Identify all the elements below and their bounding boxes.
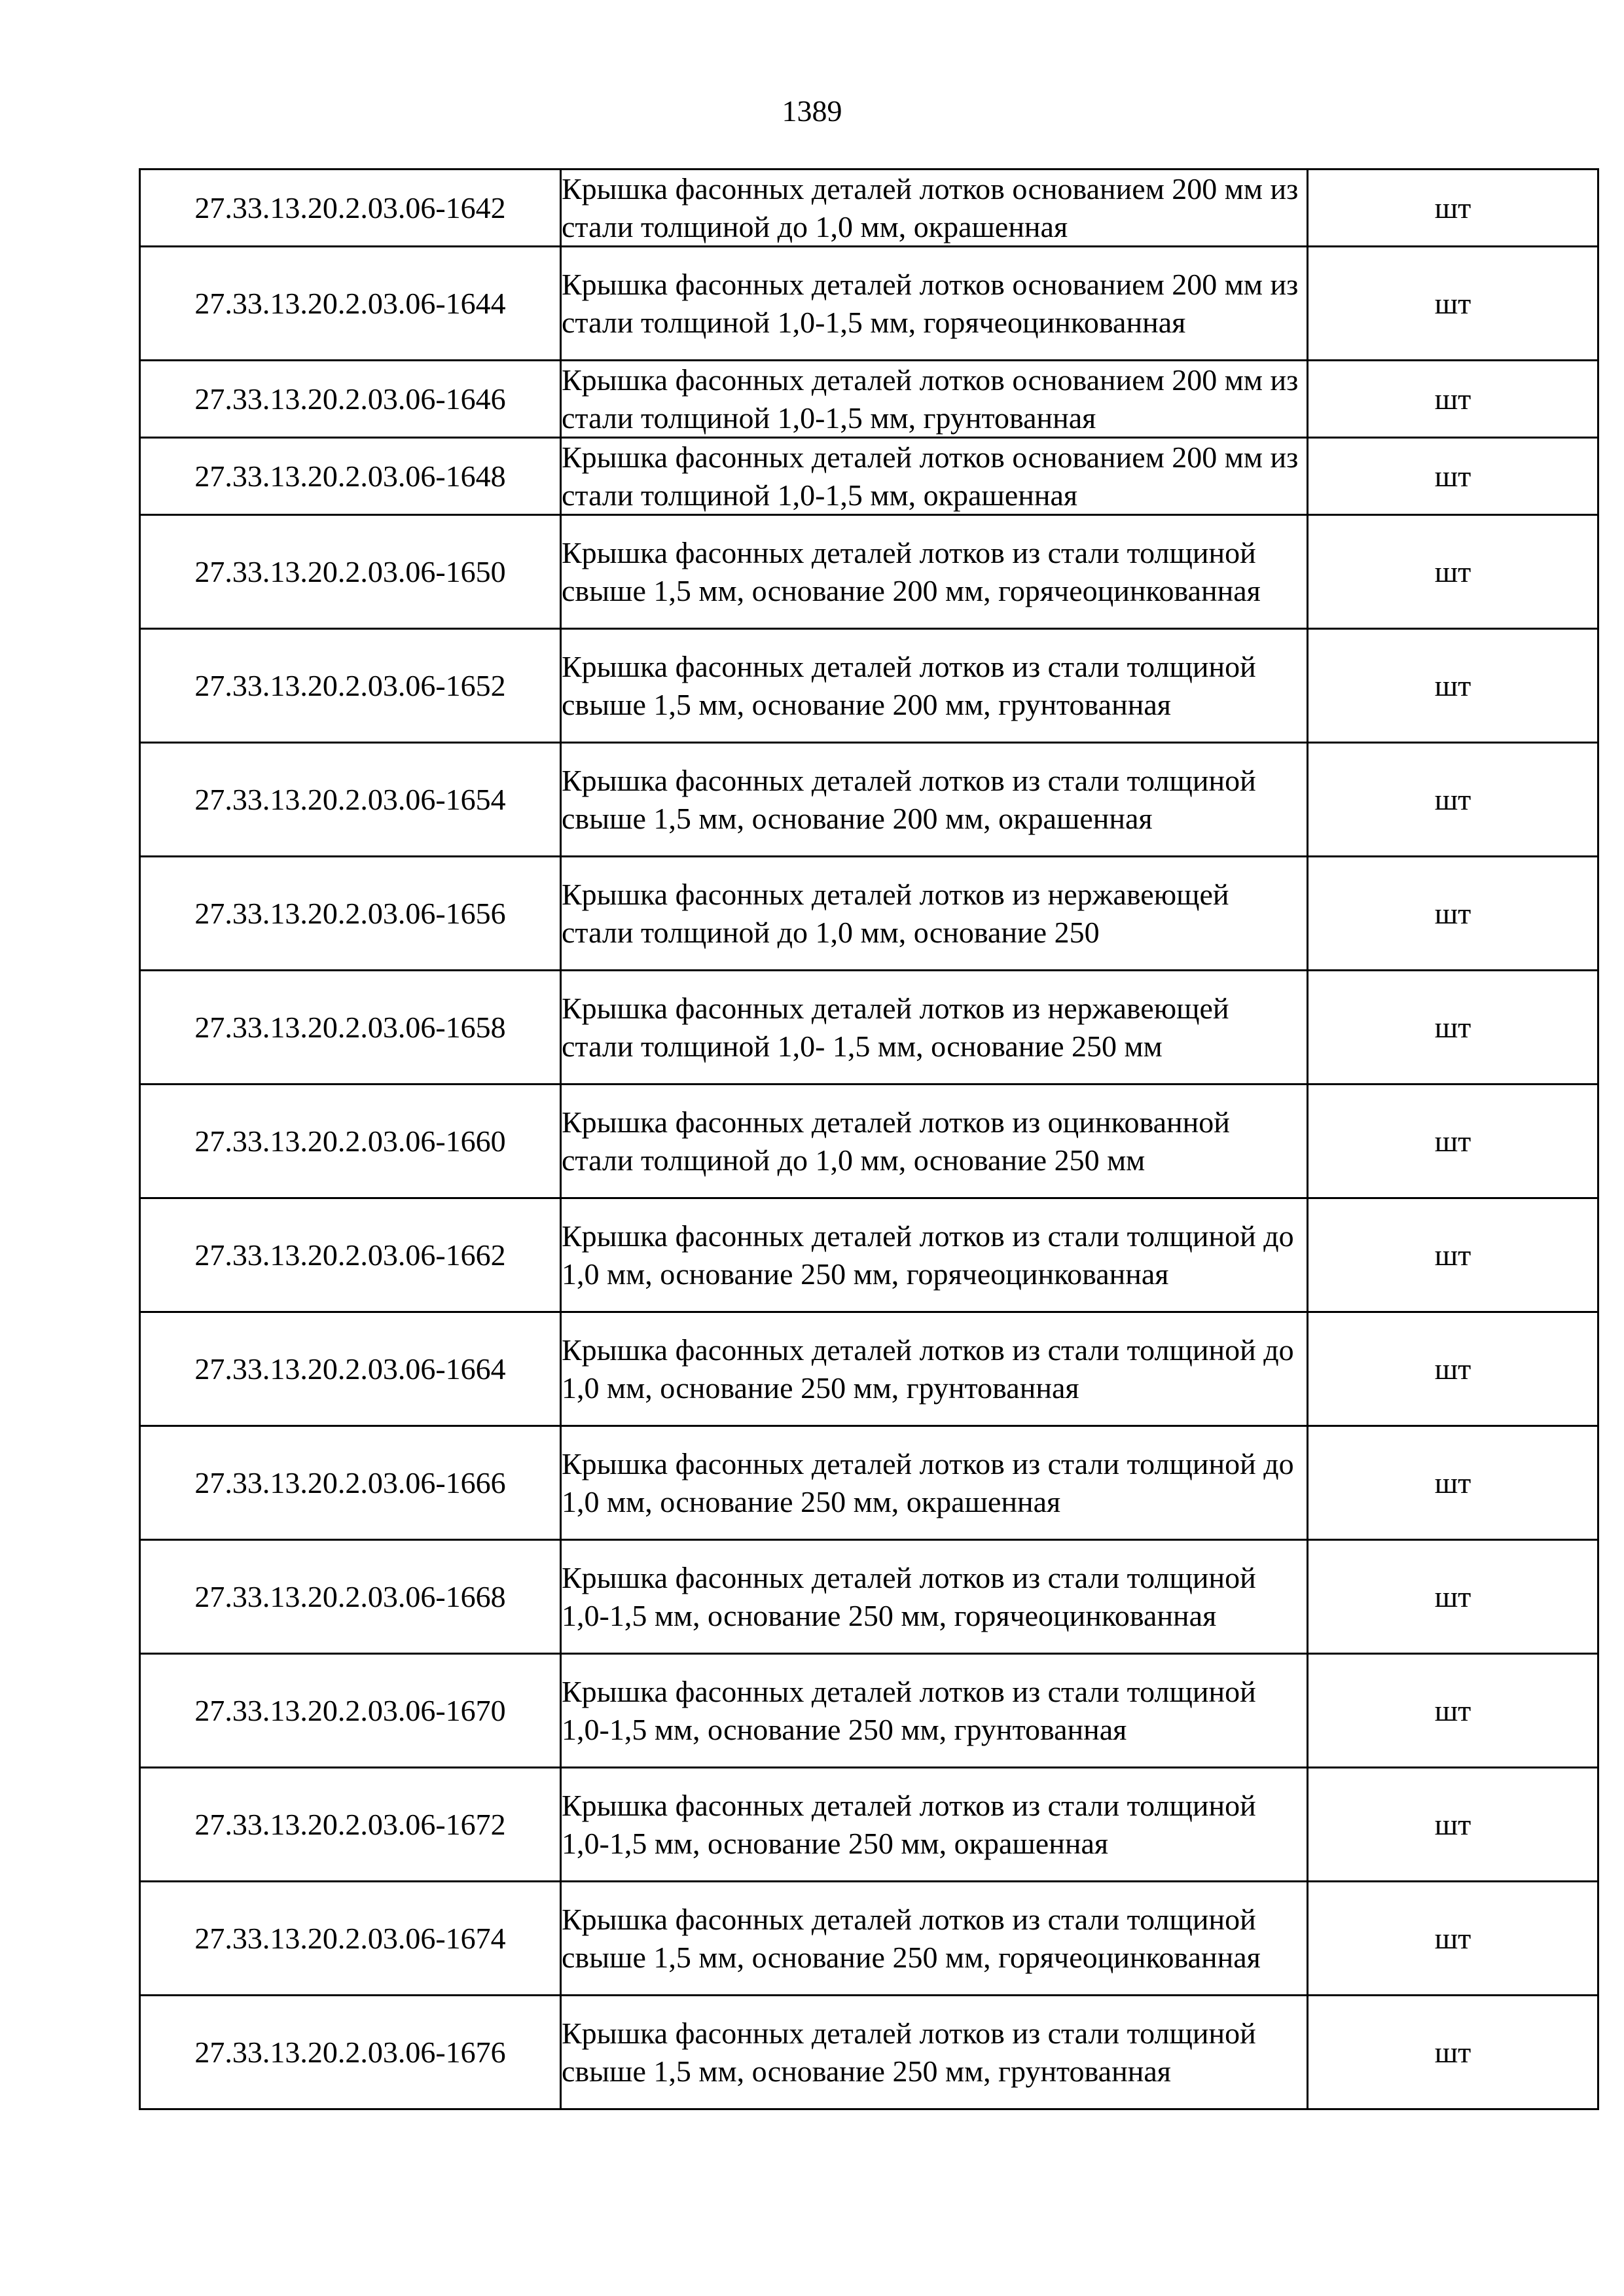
- unit-of-measure: шт: [1308, 1312, 1598, 1426]
- resource-code: 27.33.13.20.2.03.06-1672: [140, 1768, 561, 1882]
- resource-description: Крышка фасонных деталей лотков основанием 200 мм из стали толщиной 1,0-1,5 мм, горячеоцинкованная: [561, 247, 1308, 361]
- resource-description: Крышка фасонных деталей лотков из стали толщиной свыше 1,5 мм, основание 200 мм, горячеоцинкованная: [561, 515, 1308, 629]
- table-row: [140, 629, 1598, 743]
- resource-description: Крышка фасонных деталей лотков из стали толщиной 1,0-1,5 мм, основание 250 мм, грунтованная: [561, 1654, 1308, 1768]
- resource-code: 27.33.13.20.2.03.06-1650: [140, 515, 561, 629]
- resource-code: 27.33.13.20.2.03.06-1646: [140, 361, 561, 438]
- resource-code: 27.33.13.20.2.03.06-1676: [140, 1996, 561, 2109]
- resource-description: Крышка фасонных деталей лотков из стали толщиной свыше 1,5 мм, основание 200 мм, окрашенная: [561, 743, 1308, 857]
- resource-description: Крышка фасонных деталей лотков основанием 200 мм из стали толщиной 1,0-1,5 мм, грунтованная: [561, 361, 1308, 438]
- resource-code: 27.33.13.20.2.03.06-1674: [140, 1882, 561, 1996]
- table-row: [140, 515, 1598, 629]
- resource-code: 27.33.13.20.2.03.06-1668: [140, 1540, 561, 1654]
- unit-of-measure: шт: [1308, 1426, 1598, 1540]
- resource-description: Крышка фасонных деталей лотков из стали толщиной до 1,0 мм, основание 250 мм, горячеоцинкованная: [561, 1198, 1308, 1312]
- resource-description: Крышка фасонных деталей лотков из стали толщиной 1,0-1,5 мм, основание 250 мм, горячеоцинкованная: [561, 1540, 1308, 1654]
- page-number: 1389: [782, 94, 842, 128]
- table-row: [140, 1085, 1598, 1198]
- resource-code: 27.33.13.20.2.03.06-1664: [140, 1312, 561, 1426]
- resource-code: 27.33.13.20.2.03.06-1656: [140, 857, 561, 971]
- resource-description: Крышка фасонных деталей лотков из оцинкованной стали толщиной до 1,0 мм, основание 250 мм: [561, 1085, 1308, 1198]
- resource-description: Крышка фасонных деталей лотков из нержавеющей стали толщиной 1,0- 1,5 мм, основание 250 мм: [561, 971, 1308, 1085]
- resource-description: Крышка фасонных деталей лотков из стали толщиной свыше 1,5 мм, основание 250 мм, горячеоцинкованная: [561, 1882, 1308, 1996]
- table-row: [140, 1768, 1598, 1882]
- unit-of-measure: шт: [1308, 1198, 1598, 1312]
- unit-of-measure: шт: [1308, 1996, 1598, 2109]
- unit-of-measure: шт: [1308, 515, 1598, 629]
- table-row: [140, 361, 1598, 438]
- unit-of-measure: шт: [1308, 629, 1598, 743]
- resource-code: 27.33.13.20.2.03.06-1654: [140, 743, 561, 857]
- resource-code: 27.33.13.20.2.03.06-1652: [140, 629, 561, 743]
- resource-code: 27.33.13.20.2.03.06-1658: [140, 971, 561, 1085]
- unit-of-measure: шт: [1308, 1768, 1598, 1882]
- resource-description: Крышка фасонных деталей лотков из стали толщиной до 1,0 мм, основание 250 мм, окрашенная: [561, 1426, 1308, 1540]
- unit-of-measure: шт: [1308, 1882, 1598, 1996]
- resource-description: Крышка фасонных деталей лотков из стали толщиной свыше 1,5 мм, основание 250 мм, грунтованная: [561, 1996, 1308, 2109]
- resource-description: Крышка фасонных деталей лотков из стали толщиной до 1,0 мм, основание 250 мм, грунтованная: [561, 1312, 1308, 1426]
- table-row: [140, 1198, 1598, 1312]
- unit-of-measure: шт: [1308, 857, 1598, 971]
- unit-of-measure: шт: [1308, 1085, 1598, 1198]
- table-row: [140, 170, 1598, 247]
- table-row: [140, 743, 1598, 857]
- resource-code: 27.33.13.20.2.03.06-1648: [140, 438, 561, 515]
- unit-of-measure: шт: [1308, 361, 1598, 438]
- resource-code: 27.33.13.20.2.03.06-1644: [140, 247, 561, 361]
- unit-of-measure: шт: [1308, 170, 1598, 247]
- resource-code: 27.33.13.20.2.03.06-1666: [140, 1426, 561, 1540]
- table-row: [140, 438, 1598, 515]
- resource-code: 27.33.13.20.2.03.06-1642: [140, 170, 561, 247]
- unit-of-measure: шт: [1308, 247, 1598, 361]
- resource-code: 27.33.13.20.2.03.06-1660: [140, 1085, 561, 1198]
- unit-of-measure: шт: [1308, 971, 1598, 1085]
- resource-description: Крышка фасонных деталей лотков из стали толщиной свыше 1,5 мм, основание 200 мм, грунтованная: [561, 629, 1308, 743]
- table-row: [140, 1996, 1598, 2109]
- resource-description: Крышка фасонных деталей лотков основанием 200 мм из стали толщиной 1,0-1,5 мм, окрашенная: [561, 438, 1308, 515]
- table-row: [140, 971, 1598, 1085]
- table-row: [140, 857, 1598, 971]
- unit-of-measure: шт: [1308, 1654, 1598, 1768]
- table-row: [140, 247, 1598, 361]
- unit-of-measure: шт: [1308, 438, 1598, 515]
- table-row: [140, 1312, 1598, 1426]
- unit-of-measure: шт: [1308, 1540, 1598, 1654]
- table-row: [140, 1882, 1598, 1996]
- resource-description: Крышка фасонных деталей лотков из нержавеющей стали толщиной до 1,0 мм, основание 250: [561, 857, 1308, 971]
- table-row: [140, 1654, 1598, 1768]
- table-row: [140, 1426, 1598, 1540]
- table-row: [140, 1540, 1598, 1654]
- unit-of-measure: шт: [1308, 743, 1598, 857]
- resource-description: Крышка фасонных деталей лотков из стали толщиной 1,0-1,5 мм, основание 250 мм, окрашенная: [561, 1768, 1308, 1882]
- resource-code: 27.33.13.20.2.03.06-1670: [140, 1654, 561, 1768]
- resource-code: 27.33.13.20.2.03.06-1662: [140, 1198, 561, 1312]
- resource-table: [139, 168, 1599, 2110]
- resource-description: Крышка фасонных деталей лотков основанием 200 мм из стали толщиной до 1,0 мм, окрашенная: [561, 170, 1308, 247]
